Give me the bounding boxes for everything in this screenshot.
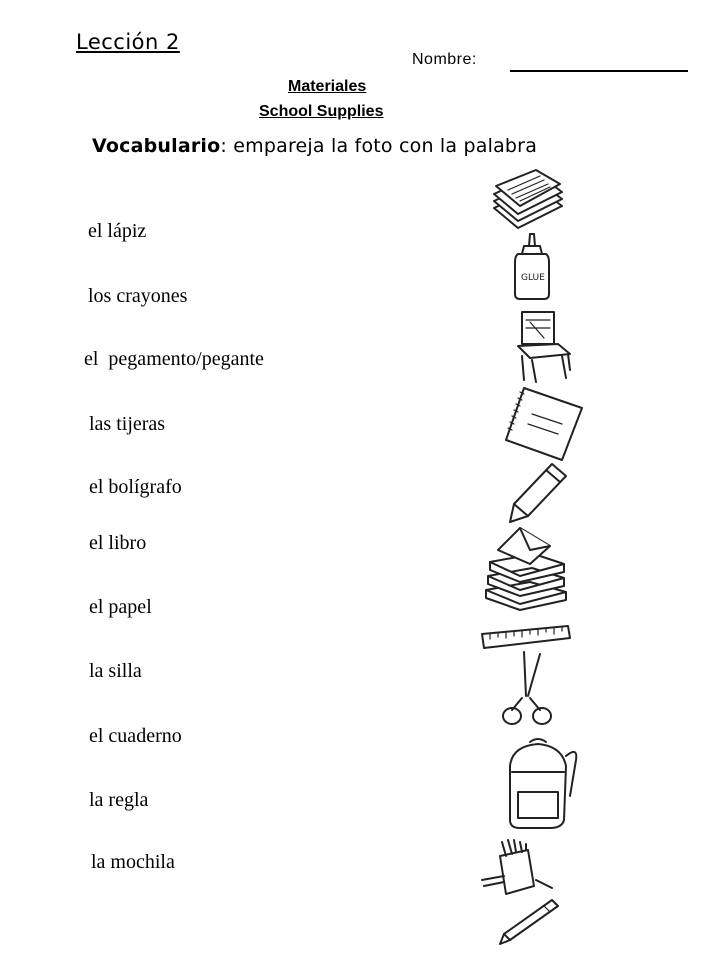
- word-item: el pegamento/pegante: [84, 348, 264, 370]
- word-item: el cuaderno: [89, 725, 182, 747]
- worksheet-title: Materiales: [288, 78, 367, 95]
- word-item: el lápiz: [88, 220, 147, 242]
- instructions: [92, 135, 537, 157]
- worksheet-subtitle: School Supplies: [259, 103, 384, 120]
- word-item: el bolígrafo: [89, 476, 182, 498]
- lesson-title: Lección 2: [76, 30, 180, 54]
- crayons-box-icon: [478, 836, 558, 900]
- glue-bottle-icon: [512, 232, 552, 302]
- notebook-icon: [502, 384, 586, 464]
- scissors-icon: [500, 648, 556, 730]
- name-label: Nombre:: [412, 51, 477, 68]
- chair-icon: [514, 308, 574, 384]
- word-item: el libro: [89, 532, 147, 554]
- word-item: el papel: [89, 596, 152, 618]
- paper-stack-icon: [488, 168, 568, 234]
- word-item: las tijeras: [89, 413, 166, 435]
- name-blank-line[interactable]: [510, 70, 688, 72]
- instructions-text: : empareja la foto con la palabra: [220, 135, 538, 157]
- word-item: la mochila: [91, 851, 175, 873]
- glue-label: GLUE: [521, 273, 545, 283]
- instructions-bold: Vocabulario: [92, 135, 221, 157]
- word-item: la regla: [89, 789, 149, 811]
- pencil-icon: [508, 460, 572, 524]
- backpack-icon: [500, 736, 582, 832]
- word-item: los crayones: [88, 285, 188, 307]
- pen-icon: [496, 896, 562, 946]
- word-item: la silla: [89, 660, 142, 682]
- book-stack-icon: [480, 520, 572, 610]
